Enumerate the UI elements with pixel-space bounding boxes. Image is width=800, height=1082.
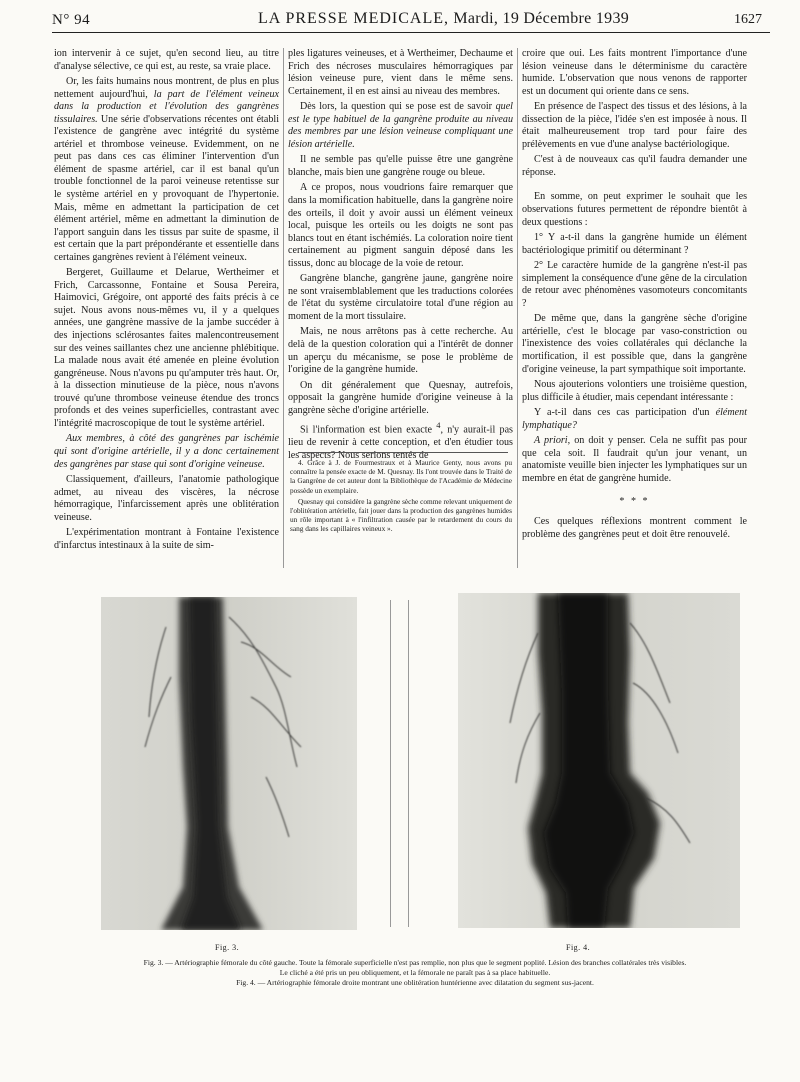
paragraph: L'expérimentation montrant à Fontaine l'existence d'infarctus intestinaux à la suite de sim- (54, 527, 279, 551)
paragraph: Il ne semble pas qu'elle puisse être une gangrène blanche, mais bien une gangrène rouge ou bleue. (288, 154, 513, 178)
paragraph: Ces quelques réflexions montrent comment le problème des gangrènes peut et doit être renouvelé. (522, 516, 747, 540)
section-stars: * * * (619, 495, 650, 507)
radiograph-image (101, 597, 357, 930)
paragraph (522, 435, 747, 485)
divider-line (390, 600, 391, 927)
paragraph: Bergeret, Guillaume et Delarue, Wertheimer et Frich, Carcassonne, Fontaine et Sousa Pereira, Haimovici, Grégoire, ont apporté des faits précis à ce sujet. Nous avons nous-mêmes vu, il y a quelques années, une gangrène massive de la jambe succéder à des injections sclérosantes faites malencontreusement sur des veines saillantes chez une ancienne phlébitique. La malade nous avait été amenée en pleine évolution gangréneuse. Nous n'avons pu qu'amputer très haut. Or, à la dissection minutieuse de la pièce, nous n'avons trouvé qu'une thrombose veineuse étendue des troncs profonds et des veines superficielles, contrastant avec l'intégrité macroscopique de tout le système artériel. (54, 267, 279, 429)
text-column-1 (54, 48, 279, 555)
page-number: 1627 (734, 12, 762, 27)
figure-captions (56, 958, 774, 988)
text-run: Or, les faits humains nous montrent, de plus en plus nettement aujourd'hui, (54, 76, 279, 100)
publication-name: LA PRESSE MEDICALE, (258, 10, 450, 27)
paragraph: 1° Y a-t-il dans la gangrène humide un élément bactériologique primitif ou déterminant ? (522, 232, 747, 256)
caption-fig-3: Fig. 3. — Artériographie fémorale du côté gauche. Toute la fémorale superficielle n'est pas remplie, non plus que le segment poplité. Lésion des branches collatérales très visibles. (143, 958, 687, 967)
figure-4-label: Fig. 4. (566, 943, 591, 952)
paragraph: C'est à de nouveaux cas qu'il faudra demander une réponse. (522, 154, 747, 178)
issue-date: Mardi, 19 Décembre 1939 (453, 10, 630, 27)
paragraph: Nous ajouterions volontiers une troisième question, plus difficile à étudier, mais cependant intéressante : (522, 379, 747, 403)
paragraph (288, 420, 513, 462)
figure-3-radiograph (101, 597, 357, 930)
paragraph: On dit généralement que Quesnay, autrefois, opposait la gangrène humide d'origine veineuse à la gangrène sèche d'origine artérielle. (288, 379, 513, 416)
text-run: Dès lors, la question qui se pose est de savoir (300, 101, 496, 113)
issue-number: N° 94 (52, 12, 91, 28)
text-run: Y a-t-il dans ces cas participation d'un (534, 407, 716, 419)
paragraph: De même que, dans la gangrène sèche d'origine artérielle, c'est le blocage par vaso-constriction ou l'inexistence des voies collatérales qui déclanche la mortification, il est possible que, dans la gangrène d'origine veineuse, la part sympathique soit importante. (522, 313, 747, 375)
emphasis: A priori, (534, 435, 571, 447)
text-run: on doit y penser. Cela ne suffit pas pour que cela soit. Il faudrait qu'un jour venant, un anatomiste veuille bien injecter les lymphatiques sur un membre en état de gangrène humide. (522, 435, 748, 484)
text-run: , n'y aurait-il pas lieu de revenir à cette conception, et d'en étudier tous les aspects? Nous serions tentés de (288, 424, 513, 461)
footnote-rule (298, 452, 508, 453)
running-title (258, 10, 629, 28)
caption-fig-3-cont: Le cliché a été pris un peu obliquement, et la fémorale ne paraît pas à sa place habituelle. (279, 968, 551, 977)
divider-line (408, 600, 409, 927)
footnotes (290, 458, 512, 536)
paragraph: A ce propos, nous voudrions faire remarquer que dans la momification habituelle, dans la gangrène noire des orteils, il doit y avoir aussi un élément veineux local, puisque les orteils ou les doigts ne sont pas blancs tout en étant ischémiés. La coloration noire tient certainement au pigment sanguin déposé dans les tissus, donc au blocage de la voie de retour. (288, 182, 513, 269)
paragraph: Classiquement, d'ailleurs, l'anatomie pathologique admet, au niveau des viscères, la nécrose hémorragique, l'infarcissement après une oblitération veineuse. (54, 474, 279, 523)
paragraph: En présence de l'aspect des tissus et des lésions, à la dissection de la pièce, l'idée s'en est imposée à nous. Il était malheureusement trop tard pour faire des prélèvements en vue d'une analyse bactériologique. (522, 101, 747, 150)
figure-3-label: Fig. 3. (215, 943, 240, 952)
emphasis: quel est le type habituel de la gangrène produite au niveau des membres par une lésion veineuse compliquant une lésion artérielle. (288, 101, 513, 150)
page-header (52, 6, 770, 30)
footnote: 4. Grâce à J. de Fourmestraux et à Maurice Genty, nous avons pu connaître la pensée exacte de M. Quesnay. Ils l'ont trouvée dans le Traité de la Gangrène de cet auteur dont la Bibliothèque de l'Académie de Médecine possède un exemplaire. (290, 458, 512, 495)
footnote-ref: 4 (436, 421, 441, 431)
text-column-3 (522, 48, 747, 544)
paragraph (54, 76, 279, 264)
paragraph (288, 101, 513, 151)
paragraph: ples ligatures veineuses, et à Wertheimer, Dechaume et Frich des nécroses musculaires hémorragiques par lésion veineuse pure, vient dans le même sens. Certainement, il en est ainsi au niveau des membres. (288, 48, 513, 97)
paragraph: En somme, on peut exprimer le souhait que les observations futures permettent de répondre bientôt à deux questions : (522, 191, 747, 228)
text-column-2 (288, 48, 513, 465)
paragraph: 2° Le caractère humide de la gangrène n'est-il pas simplement la conséquence d'une gêne de la circulation de retour avec phénomènes vasomoteurs concomitants ? (522, 260, 747, 309)
paragraph: croire que oui. Les faits montrent l'importance d'une lésion veineuse dans le déterminisme du caractère humide. L'observation que nous venons de rapporter est un document qui oriente dans ce sens. (522, 48, 747, 97)
header-rule (52, 32, 770, 33)
paragraph: ion intervenir à ce sujet, qu'en second lieu, au titre d'analyse sélective, ce qui est, au reste, sa vraie place. (54, 48, 279, 72)
emphasis: Aux membres, à côté des gangrènes par ischémie qui sont d'origine artérielle, il y a donc certainement des gangrènes par stase qui sont d'origine veineuse. (54, 433, 279, 470)
radiograph-image (458, 593, 740, 928)
caption-fig-4: Fig. 4. — Artériographie fémorale droite montrant une oblitération huntérienne avec dilatation du segment sus-jacent. (236, 978, 594, 987)
text-run: Une série d'observations récentes ont établi l'existence de gangrène avec intégrité du système artériel et thrombose veineuse. Evidemment, on ne peut pas dans ces cas éliminer l'intervention d'un élément de spasme artériel, car il est banal qu'un trouble fonctionnel de la paroi veineuse retentisse sur le système artériel en y provoquant de l'hypertonie. Mais, même en admettant la participation de cet élément artériel, même en admettant la diminution de l'apport sanguin dans les tissus par suite de spasme, il est certain que la part prépondérante et essentielle dans certaines gangrènes revient à l'élément veineux. (54, 113, 279, 263)
text-run: Si l'information est bien exacte (300, 424, 437, 436)
emphasis: élément lymphatique? (522, 407, 747, 431)
paragraph: Gangrène blanche, gangrène jaune, gangrène noire ne sont vraisemblablement que les traductions colorées de l'état du système circulatoire total d'une région au moment de la mort tissulaire. (288, 273, 513, 322)
column-rule (283, 48, 284, 568)
paragraph (54, 433, 279, 471)
paragraph (522, 407, 747, 432)
column-rule (517, 48, 518, 568)
emphasis: la part de l'élément veineux dans la production et l'évolution des gangrènes tissulaires. (54, 88, 280, 125)
figure-4-radiograph (458, 593, 740, 928)
figure-divider-lines (386, 600, 426, 927)
footnote: Quesnay qui considère la gangrène sèche comme relevant uniquement de l'oblitération artérielle, fait jouer dans la production des gangrènes humides un rôle important à « l'infiltration causée par le retardement du cours du sang dans les capillaires veineux ». (290, 496, 512, 534)
paragraph: Mais, ne nous arrêtons pas à cette recherche. Au delà de la question coloration qui a l'intérêt de donner un aperçu du mécanisme, se pose le problème de l'origine de la gangrène humide. (288, 326, 513, 376)
